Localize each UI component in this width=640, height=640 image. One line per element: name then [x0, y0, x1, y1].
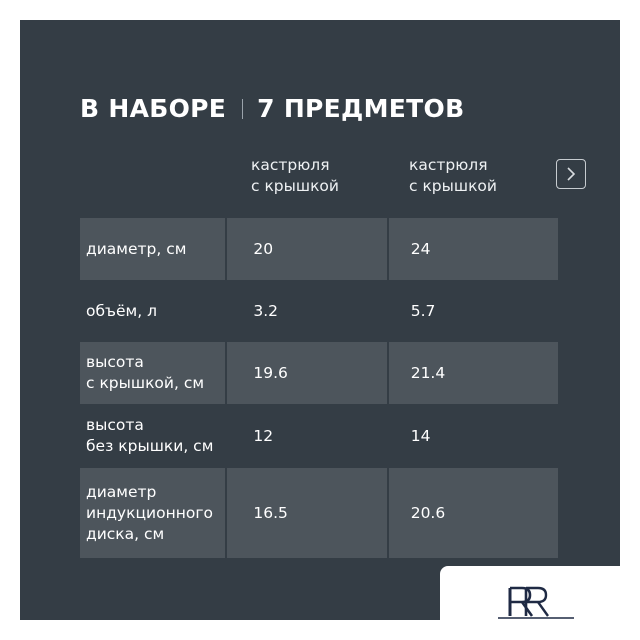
row-label: диаметр индукционного диска, см — [80, 468, 225, 558]
title-count: 7 ПРЕДМЕТОВ — [257, 94, 465, 123]
title-divider — [242, 99, 243, 119]
row-value-2: 21.4 — [389, 342, 558, 404]
next-column-button[interactable] — [556, 159, 586, 189]
row-value-2: 5.7 — [410, 301, 436, 320]
row-label: высота с крышкой, см — [80, 342, 225, 404]
table-row-induction-diameter — [80, 468, 558, 558]
page-title — [80, 94, 464, 123]
row-value-1: 16.5 — [227, 468, 386, 558]
row-value-1: 3.2 — [253, 301, 278, 320]
title-set: В НАБОРЕ — [80, 94, 227, 123]
column-header-1: кастрюля с крышкой — [251, 156, 339, 195]
table-row-volume — [80, 280, 558, 342]
table-row-diameter — [80, 218, 558, 280]
table-row-height-with-lid — [80, 342, 558, 404]
brand-logo-icon — [496, 582, 586, 626]
row-value-2: 20.6 — [389, 468, 558, 558]
row-value-2: 14 — [410, 426, 431, 445]
row-value-1: 20 — [227, 218, 386, 280]
row-label: высота без крышки, см — [86, 416, 214, 455]
row-label: объём, л — [86, 301, 157, 320]
column-header-2: кастрюля с крышкой — [409, 156, 497, 195]
row-value-1: 19.6 — [227, 342, 386, 404]
row-value-1: 12 — [253, 426, 274, 445]
row-value-2: 24 — [389, 218, 558, 280]
brand-logo-area — [440, 566, 640, 640]
chevron-right-icon — [565, 167, 577, 181]
spec-panel — [20, 20, 620, 620]
row-label: диаметр, см — [80, 218, 225, 280]
table-row-height-without-lid — [80, 404, 558, 468]
